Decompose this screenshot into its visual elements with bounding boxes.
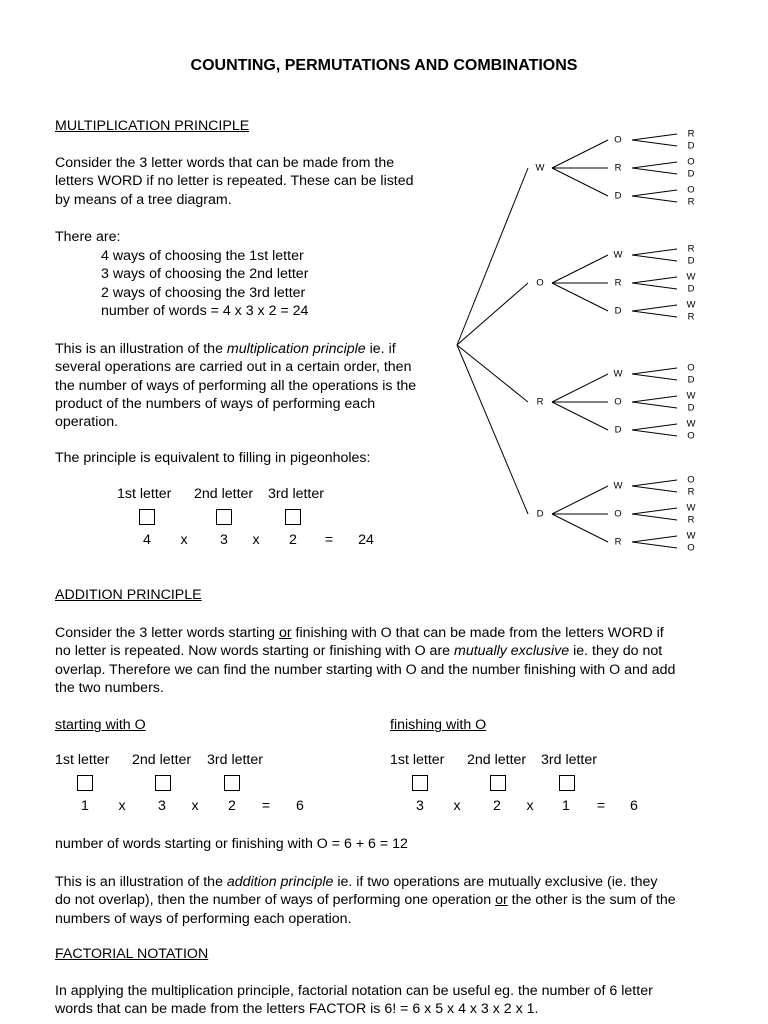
- tree-node-third: R: [687, 311, 695, 323]
- tree-node-third: R: [687, 486, 695, 498]
- tree-node-third: O: [687, 474, 695, 486]
- tree-branch: [632, 480, 677, 486]
- addition-illustration: This is an illustration of the addition principle ie. if two operations are mutually exclusive (ie. they do not overlap), then the number of ways of performing one operation or the other is the sum of the numbers of ways of performing each operation.: [55, 874, 676, 927]
- tree-node-third: R: [687, 196, 695, 208]
- tree-branch: [632, 430, 677, 436]
- tree-branch: [632, 514, 677, 520]
- tree-node-second: R: [614, 162, 622, 174]
- tree-node-second: O: [614, 396, 622, 408]
- tree-node-third: R: [687, 128, 695, 140]
- tree-branch: [552, 283, 608, 311]
- tree-node-second: O: [614, 134, 622, 146]
- tree-node-third: W: [686, 418, 696, 430]
- tree-branch: [632, 508, 677, 514]
- tree-node-second: D: [614, 424, 622, 436]
- tree-branch: [632, 140, 677, 146]
- tree-branch: [632, 168, 677, 174]
- tree-node-third: O: [687, 184, 695, 196]
- tree-branch: [632, 190, 677, 196]
- tree-branch: [632, 424, 677, 430]
- tree-branch: [552, 374, 608, 402]
- multiplication-intro: Consider the 3 letter words that can be made from the letters WORD if no letter is repeated. These can be listed by means of a tree diagram.: [55, 155, 414, 208]
- slot-label: 3rd letter: [541, 752, 597, 768]
- tree-branch: [457, 345, 528, 514]
- addition-total: number of words starting or finishing with O = 6 + 6 = 12: [55, 836, 408, 852]
- tree-branch: [552, 168, 608, 196]
- tree-node-third: W: [686, 299, 696, 311]
- tree-node-third: D: [687, 255, 695, 267]
- tree-node-third: O: [687, 430, 695, 442]
- tree-branch: [632, 402, 677, 408]
- multiplication-heading: MULTIPLICATION PRINCIPLE: [55, 118, 250, 134]
- tree-node-third: O: [687, 362, 695, 374]
- tree-node-second: W: [613, 368, 623, 380]
- tree-branch: [632, 196, 677, 202]
- tree-branch: [632, 396, 677, 402]
- finishing-with-o-heading: finishing with O: [390, 717, 487, 733]
- tree-branch: [632, 277, 677, 283]
- there-are-label: There are:: [55, 229, 121, 245]
- tree-branch: [632, 249, 677, 255]
- pigeonhole-box: [77, 775, 93, 791]
- tree-node-third: D: [687, 140, 695, 152]
- tree-branch: [552, 486, 608, 514]
- slot-label: 1st letter: [117, 486, 172, 502]
- starting-calculation: 1 x 3 x 2 = 6: [81, 798, 304, 814]
- tree-node-second: W: [613, 480, 623, 492]
- pigeonhole-box: [490, 775, 506, 791]
- pigeonhole-box: [224, 775, 240, 791]
- tree-node-third: W: [686, 530, 696, 542]
- ways-item: number of words = 4 x 3 x 2 = 24: [101, 302, 309, 319]
- slot-label: 2nd letter: [467, 752, 527, 768]
- pigeonhole-box: [155, 775, 171, 791]
- tree-node-first: O: [536, 277, 544, 289]
- tree-branch: [632, 311, 677, 317]
- tree-branch: [632, 374, 677, 380]
- tree-branch: [632, 486, 677, 492]
- ways-item: 2 ways of choosing the 3rd letter: [101, 284, 306, 301]
- tree-node-third: W: [686, 390, 696, 402]
- tree-node-second: W: [613, 249, 623, 261]
- slot-label: 3rd letter: [207, 752, 263, 768]
- pigeonhole-text: The principle is equivalent to filling in pigeonholes:: [55, 450, 371, 466]
- tree-branch: [457, 283, 528, 345]
- tree-branch: [552, 255, 608, 283]
- pigeonhole-box: [559, 775, 575, 791]
- tree-branch: [632, 255, 677, 261]
- slot-label: 1st letter: [390, 752, 445, 768]
- tree-node-third: W: [686, 502, 696, 514]
- tree-node-third: D: [687, 374, 695, 386]
- tree-node-second: R: [614, 277, 622, 289]
- tree-node-second: R: [614, 536, 622, 548]
- slot-label: 1st letter: [55, 752, 110, 768]
- addition-intro: Consider the 3 letter words starting or finishing with O that can be made from the letters WORD if no letter is repeated. Now words starting or finishing with O are mutually exclusive ie. they do not overlap. Therefore we can find the number starting with O and the number finishing with O and add the two numbers.: [55, 625, 676, 696]
- tree-node-third: W: [686, 271, 696, 283]
- pigeonhole-box: [412, 775, 428, 791]
- multiplication-illustration: This is an illustration of the multiplication principle ie. if several operations are carried out in a certain order, then the number of ways of performing all the operations is the product of the numbers of ways of performing each operation.: [55, 341, 417, 431]
- factorial-heading: FACTORIAL NOTATION: [55, 946, 209, 962]
- tree-branch: [552, 140, 608, 168]
- slot-label: 2nd letter: [194, 486, 254, 502]
- tree-node-second: D: [614, 305, 622, 317]
- page-title: COUNTING, PERMUTATIONS AND COMBINATIONS: [190, 57, 578, 74]
- ways-item: 4 ways of choosing the 1st letter: [101, 248, 304, 264]
- factorial-text: In applying the multiplication principle, factorial notation can be useful eg. the number of 6 letter words that can be made from the letters FACTOR is 6! = 6 x 5 x 4 x 3 x 2 x 1.: [55, 983, 653, 1018]
- tree-node-third: D: [687, 283, 695, 295]
- tree-node-third: O: [687, 542, 695, 554]
- slot-label: 2nd letter: [132, 752, 192, 768]
- addition-heading: ADDITION PRINCIPLE: [55, 587, 202, 603]
- tree-branch: [632, 283, 677, 289]
- multiplication-calculation: 4 x 3 x 2 = 24: [143, 532, 374, 548]
- tree-branch: [457, 345, 528, 402]
- tree-branch: [632, 134, 677, 140]
- tree-branch: [632, 368, 677, 374]
- tree-branch: [457, 168, 528, 345]
- tree-node-second: O: [614, 508, 622, 520]
- tree-node-third: D: [687, 168, 695, 180]
- tree-branch: [632, 536, 677, 542]
- tree-branch: [552, 402, 608, 430]
- tree-node-first: R: [536, 396, 544, 408]
- tree-node-third: R: [687, 514, 695, 526]
- tree-node-third: R: [687, 243, 695, 255]
- finishing-calculation: 3 x 2 x 1 = 6: [416, 798, 638, 814]
- tree-branch: [632, 305, 677, 311]
- tree-branch: [632, 542, 677, 548]
- tree-node-first: W: [535, 162, 545, 174]
- tree-node-second: D: [614, 190, 622, 202]
- starting-with-o-heading: starting with O: [55, 717, 146, 733]
- tree-branch: [632, 162, 677, 168]
- tree-node-third: D: [687, 402, 695, 414]
- tree-node-third: O: [687, 156, 695, 168]
- slot-label: 3rd letter: [268, 486, 324, 502]
- ways-item: 3 ways of choosing the 2nd letter: [101, 266, 309, 283]
- tree-branch: [552, 514, 608, 542]
- tree-node-first: D: [536, 508, 544, 520]
